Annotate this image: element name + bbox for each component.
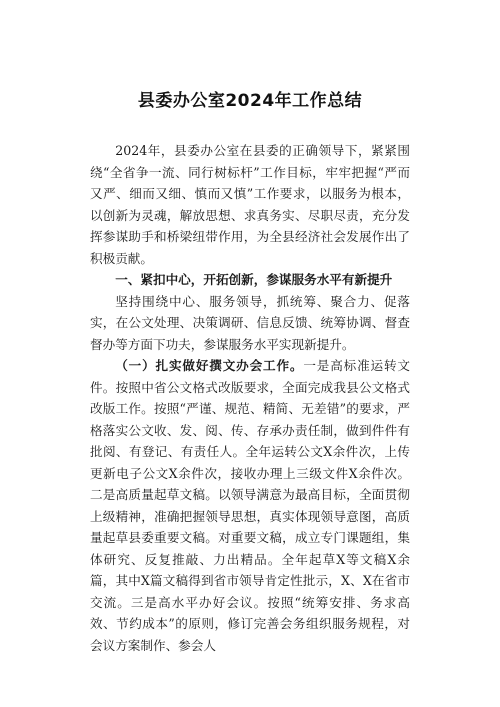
section-paragraph: 坚持围绕中心、服务领导，抓统筹、聚合力、促落实，在公文处理、决策调研、信息反馈、统筹协调、督查督办等方面下功夫，参谋服务水平实现新提升。 <box>90 293 410 352</box>
subsection-paragraph <box>90 355 410 656</box>
document-title: 县委办公室2024年工作总结 <box>137 91 363 111</box>
intro-paragraph: 2024年，县委办公室在县委的正确领导下，紧紧围绕“全省争一流、同行树标杆”工作目标，牢牢把握“严而又严、细而又细、慎而又慎”工作要求，以服务为根本，以创新为灵魂，解放思想、求真务实、尽职尽责，充分发挥参谋助手和桥梁纽带作用，为全县经济社会发展作出了积极贡献。 <box>90 143 410 266</box>
document-body <box>90 140 410 656</box>
subsection-text: 一是高标准运转文件。按照中省公文格式改版要求，全面完成我县公文格式改版工作。按照“严谨、规范、精简、无差错”的要求，严格落实公文收、发、阅、传、存承办责任制，做到件件有批阅、有登记、有责任人。全年运转公文X余件次，上传更新电子公文X余件次，接收办理上三级文件X余件次。二是高质量起草文稿。以领导满意为最高目标，全面贯彻上级精神，准确把握领导思想，真实体现领导意图，高质量起草县委重要文稿。对重要文稿，成立专门课题组，集体研究、反复推敲、力出精品。全年起草X等文稿X余篇，其中X篇文稿得到省市领导肯定性批示，X、X在省市交流。三是高水平办好会议。按照“统筹安排、务求高效、节约成本”的原则，修订完善会务组织服务规程，对会议方案制作、参会人 <box>90 358 411 653</box>
section-heading: 一、紧扣中心，开拓创新，参谋服务水平有新提升 <box>115 272 393 287</box>
subsection-heading: （一）扎实做好撰文办会工作。 <box>115 358 304 373</box>
